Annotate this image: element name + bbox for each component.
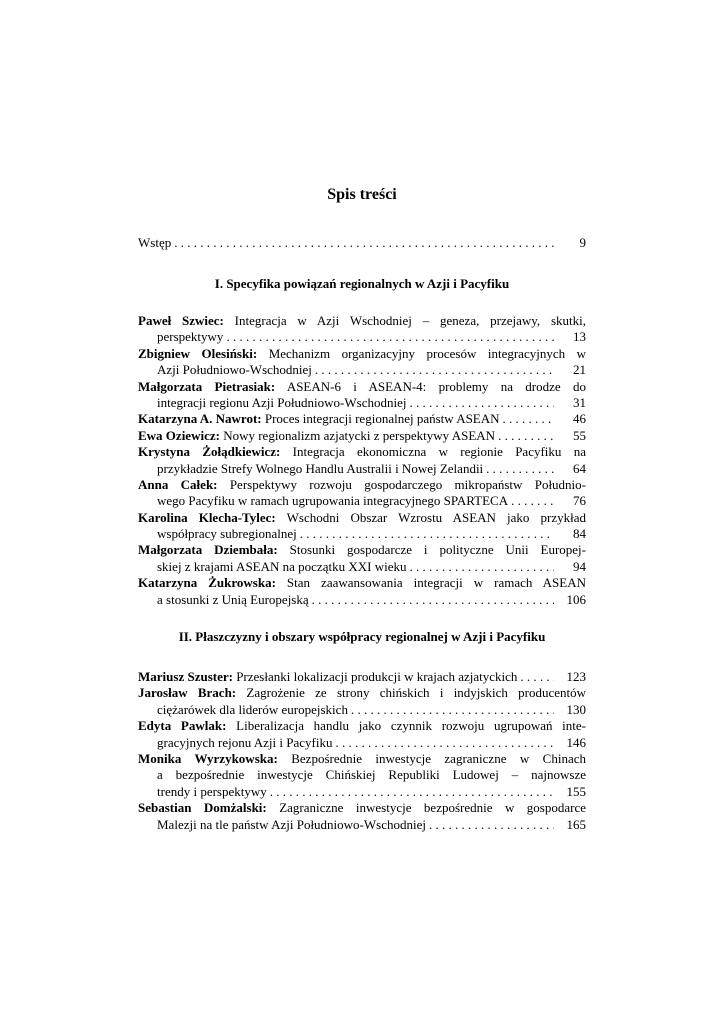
page-number: 84 xyxy=(573,526,586,542)
entry-title: perspektywy xyxy=(157,329,224,345)
entry-title: Integracja ekonomiczna w regionie Pacyfiku na xyxy=(292,444,586,460)
leader-dots xyxy=(409,395,554,411)
toc-entry[interactable] xyxy=(138,477,586,510)
entry-title: Wschodni Obszar Wzrostu ASEAN jako przykład xyxy=(286,509,586,525)
entry-title: Wstęp xyxy=(138,235,172,250)
page-title: Spis treści xyxy=(327,186,397,203)
toc-entry[interactable] xyxy=(138,444,586,477)
entry-title: Bezpośrednie inwestycje zagraniczne w Chinach xyxy=(291,750,586,766)
leader-dots xyxy=(503,411,554,427)
page-number: 9 xyxy=(579,235,586,250)
entry-title: współpracy subregionalnej xyxy=(157,526,297,542)
toc-entry[interactable] xyxy=(138,411,586,427)
author-name: Ewa Oziewicz: xyxy=(138,427,220,443)
author-name: Katarzyna Żukrowska: xyxy=(138,575,276,591)
toc-entry[interactable] xyxy=(138,510,586,543)
page-number: 64 xyxy=(573,460,586,476)
toc-intro[interactable] xyxy=(138,235,586,251)
leader-dots xyxy=(409,559,554,575)
page-number: 13 xyxy=(573,329,586,345)
toc-entry[interactable] xyxy=(138,346,586,379)
leader-dots xyxy=(226,329,554,345)
toc-entry[interactable] xyxy=(138,800,586,833)
entry-title: Malezji na tle państw Azji Południowo-Wschodniej xyxy=(157,816,426,832)
author-name: Anna Całek: xyxy=(138,476,218,492)
page-number: 130 xyxy=(566,701,586,717)
author-name: Małgorzata Dziembała: xyxy=(138,542,278,558)
entry-title: Stosunki gospodarcze i polityczne Unii Europej- xyxy=(289,542,586,558)
entry-title: integracji regionu Azji Południowo-Wschodniej xyxy=(157,394,407,410)
author-name: Małgorzata Pietrasiak: xyxy=(138,378,276,394)
entry-title: Zagraniczne inwestycje bezpośrednie w gospodarce xyxy=(279,800,586,816)
author-name: Katarzyna A. Nawrot: xyxy=(138,411,262,427)
toc-entry[interactable] xyxy=(138,428,586,444)
page-number: 155 xyxy=(566,783,586,799)
leader-dots xyxy=(486,461,554,477)
leader-dots xyxy=(300,526,554,542)
entry-title: a stosunki z Unią Europejską xyxy=(157,591,309,607)
leader-dots xyxy=(520,669,554,685)
leader-dots xyxy=(511,493,554,509)
author-name: Krystyna Żołądkiewicz: xyxy=(138,444,281,460)
entry-title: Azji Południowo-Wschodniej xyxy=(157,362,312,378)
toc-entry[interactable] xyxy=(138,542,586,575)
author-name: Sebastian Domżalski: xyxy=(138,800,267,816)
entry-title: Nowy regionalizm azjatycki z perspektywy ASEAN xyxy=(223,427,496,443)
toc-entry[interactable] xyxy=(138,718,586,751)
page-number: 55 xyxy=(573,427,586,443)
entry-title: gracyjnych rejonu Azji i Pacyfiku xyxy=(157,734,333,750)
toc-section-1 xyxy=(138,313,586,608)
page-number: 106 xyxy=(566,591,586,607)
leader-dots xyxy=(351,702,554,718)
leader-dots xyxy=(312,592,554,608)
section-heading: I. Specyfika powiązań regionalnych w Azji i Pacyfiku xyxy=(214,276,510,291)
entry-title: a bezpośrednie inwestycje Chińskiej Republiki Ludowej – najnowsze xyxy=(157,767,586,783)
page-number: 123 xyxy=(566,669,586,684)
entry-title: Stan zaawansowania integracji w ramach ASEAN xyxy=(286,575,586,591)
leader-dots xyxy=(270,784,554,800)
author-name: Zbigniew Olesiński: xyxy=(138,345,258,361)
leader-dots xyxy=(335,735,554,751)
page-number: 31 xyxy=(573,394,586,410)
page-number: 21 xyxy=(573,362,586,378)
entry-title: Perspektywy rozwoju gospodarczego mikropaństw Południo- xyxy=(229,476,586,492)
page-number: 146 xyxy=(566,734,586,750)
entry-title: Przesłanki lokalizacji produkcji w krajach azjatyckich xyxy=(236,669,518,684)
toc-section-2 xyxy=(138,669,586,833)
entry-title: wego Pacyfiku w ramach ugrupowania integracyjnego SPARTECA xyxy=(157,493,509,509)
author-name: Edyta Pawlak: xyxy=(138,718,227,734)
leader-dots xyxy=(174,235,554,251)
entry-title: Liberalizacja handlu jako czynnik rozwoju ugrupowań inte- xyxy=(236,718,586,734)
author-name: Monika Wyrzykowska: xyxy=(138,750,278,766)
entry-title: Mechanizm organizacyjny procesów integracyjnych w xyxy=(268,345,586,361)
entry-title: ciężarówek dla liderów europejskich xyxy=(157,701,348,717)
author-name: Karolina Klecha-Tylec: xyxy=(138,509,276,525)
entry-title: ASEAN-6 i ASEAN-4: problemy na drodze do xyxy=(286,378,586,394)
toc-entry[interactable] xyxy=(138,379,586,412)
entry-title: Integracja w Azji Wschodniej – geneza, przejawy, skutki, xyxy=(234,313,586,328)
toc-entry[interactable] xyxy=(138,575,586,608)
leader-dots xyxy=(315,362,554,378)
toc-entry[interactable] xyxy=(138,685,586,718)
leader-dots xyxy=(498,428,554,444)
author-name: Paweł Szwiec: xyxy=(138,313,224,328)
page-number: 46 xyxy=(573,411,586,427)
author-name: Jarosław Brach: xyxy=(138,685,237,701)
page-number: 94 xyxy=(573,558,586,574)
entry-title: Zagrożenie ze strony chińskich i indyjskich producentów xyxy=(246,685,586,701)
author-name: Mariusz Szuster: xyxy=(138,669,233,684)
entry-title: trendy i perspektywy xyxy=(157,783,267,799)
entry-title: skiej z krajami ASEAN na początku XXI wieku xyxy=(157,558,407,574)
section-heading: II. Płaszczyzny i obszary współpracy regionalnej w Azji i Pacyfiku xyxy=(178,629,546,644)
entry-title: Proces integracji regionalnej państw ASEAN xyxy=(264,411,500,427)
toc-entry[interactable] xyxy=(138,669,586,685)
page-number: 165 xyxy=(566,816,586,832)
entry-title: przykładzie Strefy Wolnego Handlu Australii i Nowej Zelandii xyxy=(157,460,484,476)
toc-entry[interactable] xyxy=(138,313,586,346)
page-number: 76 xyxy=(573,493,586,509)
leader-dots xyxy=(429,817,554,833)
toc-entry[interactable] xyxy=(138,751,586,800)
